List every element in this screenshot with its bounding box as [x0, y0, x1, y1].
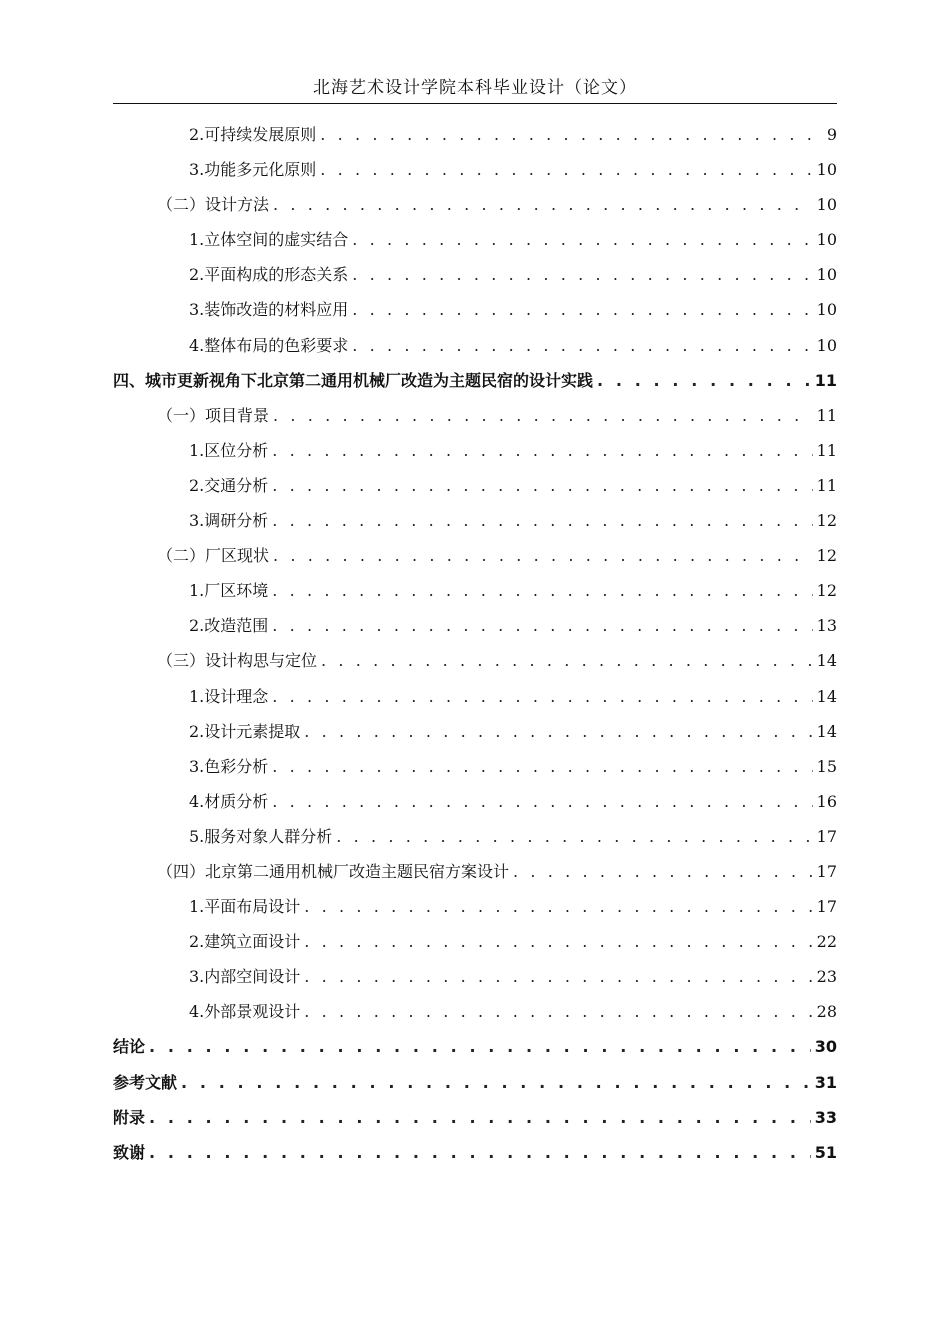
toc-leader-dots [272, 503, 812, 538]
toc-entry-title: 5.服务对象人群分析 [189, 826, 333, 846]
toc-leader-dots [149, 1029, 811, 1064]
toc-entry[interactable] [113, 117, 837, 152]
toc-entry-page: 17 [816, 861, 837, 881]
toc-entry-page: 11 [816, 475, 837, 495]
toc-entry-page: 10 [816, 160, 837, 180]
toc-entry[interactable] [113, 328, 837, 363]
toc-entry-title: （二）设计方法 [157, 195, 270, 215]
toc-leader-dots [321, 643, 813, 678]
toc-leader-dots [352, 222, 812, 257]
toc-leader-dots [304, 924, 812, 959]
toc-entry-title: 4.外部景观设计 [189, 1002, 301, 1022]
header-divider [113, 103, 837, 104]
toc-entry-page: 10 [816, 230, 837, 250]
toc-leader-dots [352, 328, 812, 363]
toc-leader-dots [273, 398, 813, 433]
toc-entry-title: 3.调研分析 [189, 511, 269, 531]
toc-leader-dots [149, 1100, 811, 1135]
toc-entry-page: 51 [814, 1142, 837, 1162]
toc-entry[interactable] [113, 994, 837, 1029]
toc-entry-title: 2.平面构成的形态关系 [189, 265, 349, 285]
toc-entry-page: 12 [816, 511, 837, 531]
toc-entry-title: 参考文献 [113, 1072, 178, 1092]
toc-entry-page: 17 [816, 897, 837, 917]
toc-leader-dots [304, 889, 812, 924]
toc-leader-dots [272, 784, 812, 819]
toc-entry-page: 11 [816, 405, 837, 425]
toc-leader-dots [149, 1135, 811, 1170]
toc-entry-page: 9 [826, 125, 837, 144]
toc-entry-page: 10 [816, 195, 837, 215]
toc-entry-page: 30 [814, 1037, 837, 1057]
toc-entry[interactable] [113, 152, 837, 187]
toc-entry-page: 10 [816, 265, 837, 285]
toc-entry[interactable] [113, 959, 837, 994]
toc-entry-title: 1.立体空间的虚实结合 [189, 230, 349, 250]
toc-entry-title: （四）北京第二通用机械厂改造主题民宿方案设计 [157, 861, 510, 881]
toc-leader-dots [352, 257, 812, 292]
toc-entry-title: 四、城市更新视角下北京第二通用机械厂改造为主题民宿的设计实践 [113, 370, 594, 390]
toc-leader-dots [304, 714, 812, 749]
toc-entry[interactable] [113, 1135, 837, 1170]
toc-entry-title: 结论 [113, 1037, 146, 1057]
toc-leader-dots [597, 363, 811, 398]
toc-entry-page: 14 [816, 651, 837, 671]
toc-entry-page: 22 [816, 932, 837, 952]
toc-entry-title: 3.内部空间设计 [189, 967, 301, 987]
toc-entry-page: 15 [816, 756, 837, 776]
toc-entry-page: 23 [816, 967, 837, 987]
toc-entry[interactable] [113, 538, 837, 573]
toc-leader-dots [320, 117, 823, 152]
toc-entry-title: 2.建筑立面设计 [189, 932, 301, 952]
toc-entry-page: 11 [814, 370, 837, 390]
toc-entry[interactable] [113, 503, 837, 538]
toc-entry[interactable] [113, 468, 837, 503]
toc-leader-dots [272, 433, 812, 468]
toc-entry-page: 11 [816, 440, 837, 460]
toc-entry-title: 附录 [113, 1107, 146, 1127]
toc-entry-page: 12 [816, 581, 837, 601]
toc-entry-title: 1.厂区环境 [189, 581, 269, 601]
toc-entry[interactable] [113, 433, 837, 468]
toc-entry[interactable] [113, 608, 837, 643]
toc-leader-dots [304, 994, 812, 1029]
toc-entry[interactable] [113, 257, 837, 292]
toc-entry-title: 3.功能多元化原则 [189, 160, 317, 180]
toc-entry[interactable] [113, 819, 837, 854]
toc-entry-page: 16 [816, 791, 837, 811]
toc-entry[interactable] [113, 714, 837, 749]
toc-leader-dots [273, 538, 813, 573]
toc-entry[interactable] [113, 784, 837, 819]
toc-entry[interactable] [113, 924, 837, 959]
toc-leader-dots [513, 854, 813, 889]
toc-leader-dots [272, 468, 812, 503]
toc-entry[interactable] [113, 1100, 837, 1135]
toc-entry-title: 2.可持续发展原则 [189, 125, 317, 144]
table-of-contents [113, 117, 837, 1170]
toc-leader-dots [336, 819, 812, 854]
toc-leader-dots [272, 749, 812, 784]
toc-entry-title: 4.整体布局的色彩要求 [189, 335, 349, 355]
toc-entry[interactable] [113, 187, 837, 222]
toc-entry-page: 28 [816, 1002, 837, 1022]
toc-entry-page: 31 [814, 1072, 837, 1092]
toc-entry[interactable] [113, 643, 837, 678]
toc-entry-title: 3.装饰改造的材料应用 [189, 300, 349, 320]
toc-leader-dots [272, 573, 812, 608]
toc-entry-title: 1.区位分析 [189, 440, 269, 460]
toc-entry[interactable] [113, 363, 837, 398]
toc-leader-dots [181, 1065, 811, 1100]
toc-leader-dots [273, 187, 813, 222]
toc-entry-page: 17 [816, 826, 837, 846]
toc-leader-dots [272, 608, 812, 643]
toc-entry-title: （一）项目背景 [157, 405, 270, 425]
toc-entry[interactable] [113, 398, 837, 433]
toc-entry-page: 14 [816, 686, 837, 706]
toc-entry[interactable] [113, 1065, 837, 1100]
toc-entry-title: 4.材质分析 [189, 791, 269, 811]
toc-leader-dots [352, 292, 812, 327]
toc-entry-page: 33 [814, 1107, 837, 1127]
toc-leader-dots [304, 959, 812, 994]
toc-entry-title: 3.色彩分析 [189, 756, 269, 776]
toc-entry-title: 1.设计理念 [189, 686, 269, 706]
toc-entry-title: 致谢 [113, 1142, 146, 1162]
toc-entry[interactable] [113, 854, 837, 889]
toc-entry[interactable] [113, 573, 837, 608]
toc-entry-page: 10 [816, 300, 837, 320]
toc-entry[interactable] [113, 222, 837, 257]
toc-entry[interactable] [113, 292, 837, 327]
toc-leader-dots [320, 152, 812, 187]
toc-entry-page: 12 [816, 546, 837, 566]
page-header-title: 北海艺术设计学院本科毕业设计（论文） [313, 78, 637, 98]
toc-leader-dots [272, 679, 812, 714]
toc-entry-title: 2.设计元素提取 [189, 721, 301, 741]
toc-entry[interactable] [113, 749, 837, 784]
toc-entry-title: 2.交通分析 [189, 475, 269, 495]
toc-entry-page: 10 [816, 335, 837, 355]
toc-entry-title: 1.平面布局设计 [189, 897, 301, 917]
toc-entry-page: 13 [816, 616, 837, 636]
toc-entry[interactable] [113, 1029, 837, 1064]
toc-entry-title: （二）厂区现状 [157, 546, 270, 566]
toc-entry[interactable] [113, 679, 837, 714]
toc-entry-title: 2.改造范围 [189, 616, 269, 636]
toc-entry-page: 14 [816, 721, 837, 741]
toc-entry[interactable] [113, 889, 837, 924]
toc-entry-title: （三）设计构思与定位 [157, 651, 318, 671]
